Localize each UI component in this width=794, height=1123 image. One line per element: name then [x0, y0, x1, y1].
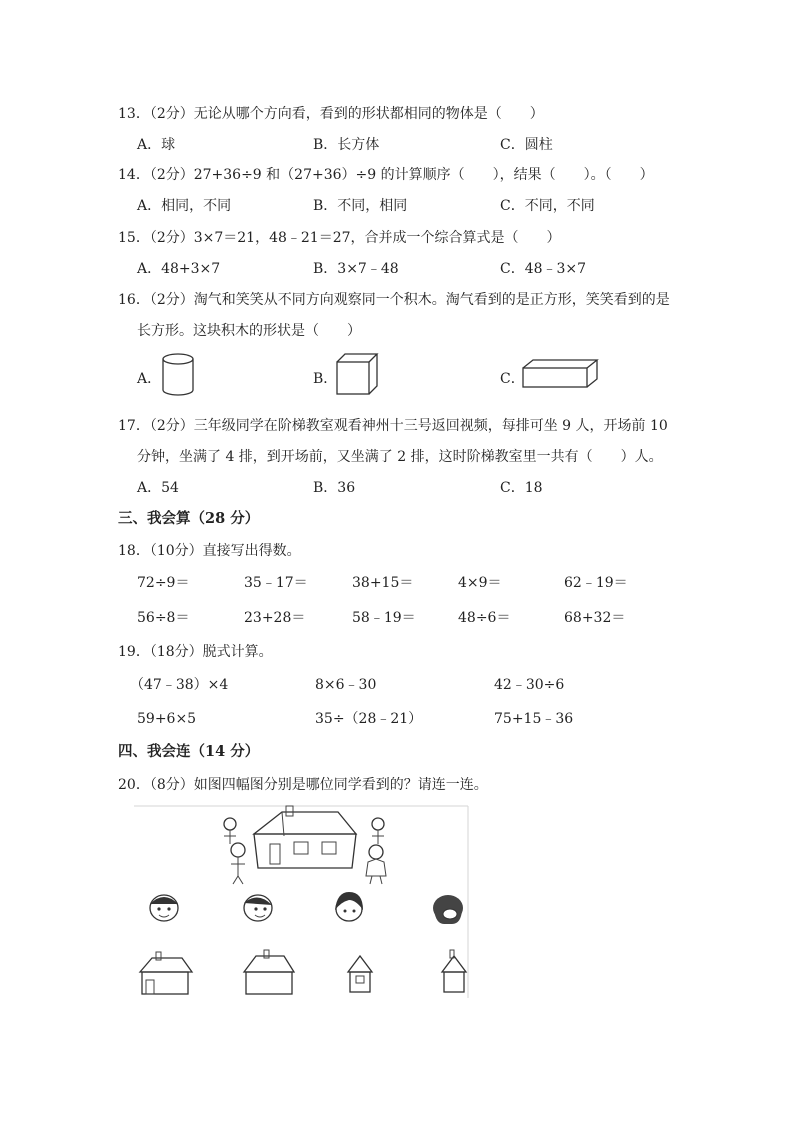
house-side-view-icon [244, 950, 294, 994]
q18-problem: 38+15＝ [352, 575, 414, 591]
q18-problem: 68+32＝ [564, 610, 626, 626]
q17-stem-line1: 17．（2分）三年级同学在阶梯教室观看神州十三号返回视频，每排可坐 9 人，开场前 10 [118, 418, 668, 434]
q17-option-a[interactable]: A．54 [137, 480, 179, 496]
child-figure-icon [372, 818, 384, 844]
q14-option-a[interactable]: A．相同，不同 [137, 198, 232, 214]
q13-option-a[interactable]: A．球 [137, 137, 176, 153]
q18-problem: 4×9＝ [458, 575, 502, 591]
q16-option-c[interactable]: C． [500, 371, 525, 387]
q18-problem: 56÷8＝ [137, 610, 190, 626]
section3-heading: 三、我会算（28 分） [118, 510, 260, 527]
q18-problem: 58﹣19＝ [352, 610, 416, 626]
q19-stem: 19．（18分）脱式计算。 [118, 644, 273, 660]
house-gable-back-view-icon [442, 950, 466, 992]
q15-option-b[interactable]: B．3×7﹣48 [313, 261, 399, 277]
girl-face-icon [335, 892, 363, 921]
q13-stem: 13．（2分）无论从哪个方向看，看到的形状都相同的物体是（ ） [118, 106, 544, 122]
q14-option-c[interactable]: C．不同，不同 [500, 198, 595, 214]
q18-stem: 18．（10分）直接写出得数。 [118, 543, 301, 559]
q19-problem: 8×6﹣30 [315, 677, 377, 693]
q19-problem: 35÷（28﹣21） [315, 711, 423, 727]
q16-option-b[interactable]: B． [313, 371, 338, 387]
q18-problem: 62﹣19＝ [564, 575, 628, 591]
q14-option-b[interactable]: B．不同，相同 [313, 198, 408, 214]
q15-stem: 15．（2分）3×7＝21，48﹣21＝27，合并成一个综合算式是（ ） [118, 230, 561, 246]
q20-illustration [134, 806, 468, 998]
q14-stem: 14．（2分）27+36÷9 和（27+36）÷9 的计算顺序（ ），结果（ ）。（ ） [118, 167, 654, 183]
house-front-view-icon [140, 952, 192, 994]
q18-problem: 48÷6＝ [458, 610, 511, 626]
child-figure-icon [231, 843, 245, 884]
q19-problem: （47﹣38）×4 [130, 677, 229, 693]
child-figure-icon [366, 845, 386, 884]
q19-problem: 59+6×5 [137, 711, 197, 727]
cylinder-icon [160, 352, 200, 398]
q13-option-b[interactable]: B．长方体 [313, 137, 380, 153]
q16-stem-line1: 16．（2分）淘气和笑笑从不同方向观察同一个积木。淘气看到的是正方形，笑笑看到的是 [118, 292, 670, 308]
q17-option-b[interactable]: B．36 [313, 480, 356, 496]
section4-heading: 四、我会连（14 分） [118, 743, 260, 760]
q17-option-c[interactable]: C．18 [500, 480, 543, 496]
q15-option-c[interactable]: C．48﹣3×7 [500, 261, 587, 277]
long-cuboid-icon [521, 358, 601, 390]
cube-icon [335, 352, 381, 398]
house-gable-view-icon [348, 956, 372, 992]
house-top-view-icon [254, 806, 356, 868]
q18-problem: 72÷9＝ [137, 575, 190, 591]
q20-stem: 20．（8分）如图四幅图分别是哪位同学看到的？请连一连。 [118, 777, 488, 793]
boy-front-face-icon [150, 895, 178, 921]
q16-stem-line2: 长方形。这块积木的形状是（ ） [137, 323, 361, 339]
q18-problem: 35﹣17＝ [244, 575, 308, 591]
q17-stem-line2: 分钟，坐满了 4 排，到开场前，又坐满了 2 排，这时阶梯教室里一共有（ ）人。 [137, 449, 663, 465]
q19-problem: 75+15﹣36 [494, 711, 574, 727]
q18-problem: 23+28＝ [244, 610, 306, 626]
girl-back-head-icon [433, 895, 463, 924]
boy-side-face-icon [244, 895, 272, 921]
q19-problem: 42﹣30÷6 [494, 677, 565, 693]
q15-option-a[interactable]: A．48+3×7 [137, 261, 221, 277]
q13-option-c[interactable]: C．圆柱 [500, 137, 553, 153]
q16-option-a[interactable]: A． [137, 371, 162, 387]
child-figure-icon [224, 818, 236, 844]
